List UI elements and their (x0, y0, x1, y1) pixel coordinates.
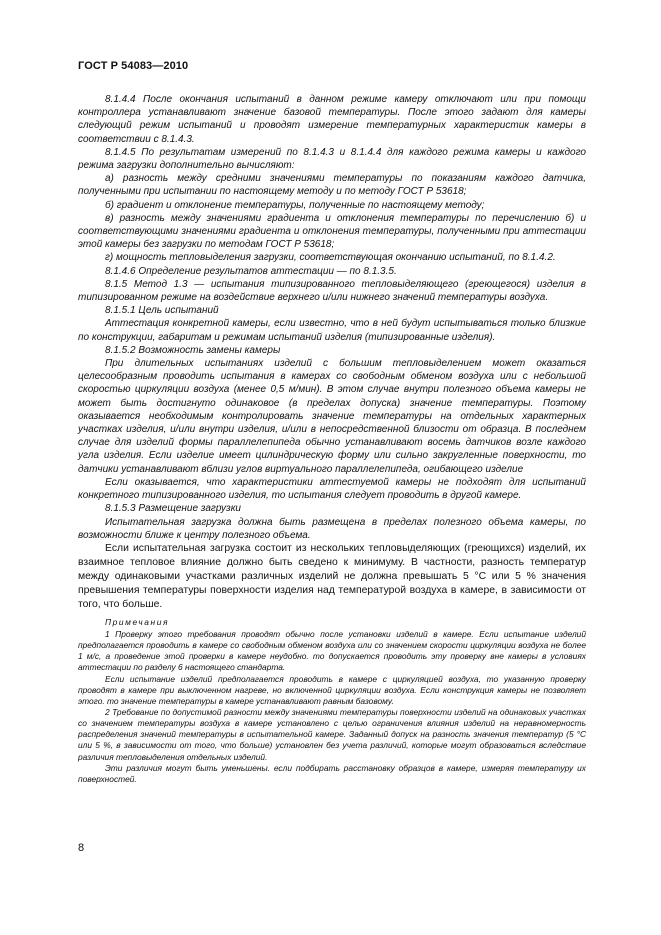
note-paragraph: 2 Требование по допустимой разности между значениями температуры поверхности изделий на одинаковых участках со значением температуры воздуха в камере установлено с целью ограничения влияния изделий на неравномерность распределения значений температуры в испытательной камере. Заданный допуск на разность значения температур (5 °С или 5 %, в зависимости от того, что больше) установлен без учета различий, которые могут образоваться вследствие различия тепловыделения отдельных изделий. (78, 707, 586, 762)
document-code-header: ГОСТ Р 54083—2010 (78, 60, 189, 72)
document-body (78, 93, 586, 785)
body-paragraph: Если оказывается, что характеристики аттестуемой камеры не подходят для испытаний конкретного типизированного изделия, то испытания следует проводить в другой камере. (78, 476, 586, 502)
body-paragraph: Аттестация конкретной камеры, если известно, что в ней будут испытываться только близкие по конструкции, габаритам и режимам испытаний изделия (типизированные изделия). (78, 318, 586, 343)
note-paragraph: Эти различия могут быть уменьшены. если подбирать расстановку образцов в камере, измеряя температуру их поверхностей. (78, 762, 586, 784)
body-paragraph: 8.1.4.6 Определение результатов аттестации — по 8.1.3.5. (105, 265, 397, 277)
body-paragraph: Если испытательная загрузка состоит из нескольких тепловыделяющих (греющихся) изделий, их взаимное тепловое влияние должно быть сведено к минимуму. В частности, разность температур между одинаковыми участками различных изделий не должна превышать 5 °С или 5 % значения превышения температуры поверхности изделия над температурой воздуха в камере, в зависимости от того, что больше. (78, 542, 586, 610)
notes-title: Примечания (105, 616, 170, 627)
body-paragraph: Испытательная загрузка должна быть размещена в пределах полезного объема камеры, по возможности ближе к центру полезного объема. (78, 516, 586, 541)
paragraph-list (78, 93, 586, 612)
body-paragraph: 8.1.4.4 После окончания испытаний в данном режиме камеру отключают или при помощи контроллера устанавливают значение базовой температуры. После этого задают для камеры следующий режим испытаний и проводят измерение температурных характеристик камеры в соответствии с 8.1.4.3. (78, 94, 586, 145)
note-paragraph: 1 Проверку этого требования проводят обычно после установки изделий в камере. Если испытание изделий предполагается проводить в камере со свободным обменом воздуха или со значением скорости циркуляции воздуха не более 1 м/с, а проведение этой проверки в камере неудобно. то допускается проводить эту проверку вне камеры в условиях аттестации по разделу 6 настоящего стандарта. (78, 628, 586, 673)
page-number: 8 (78, 842, 85, 854)
body-paragraph: б) градиент и отклонение температуры, полученные по настоящему методу; (105, 199, 485, 211)
body-paragraph: в) разность между значениями градиента и отклонения температуры по перечислению б) и соответствующими значениями градиента и отклонения температуры, полученными при аттестации этой камеры без загрузки по методам ГОСТ Р 53618; (78, 212, 586, 251)
notes-section (78, 617, 586, 785)
note-paragraph: Если испытание изделий предполагается проводить в камере с циркуляцией воздуха, то указанную проверку проводят в камере при выключенном нагреве, но включенной циркуляции воздуха. Если конструкция камеры не позволяет этого. то значение температуры в камере устанавливают равным базовому. (78, 673, 586, 706)
body-paragraph: г) мощность тепловыделения загрузки, соответствующая окончанию испытаний, по 8.1.4.2. (105, 252, 556, 264)
body-paragraph: 8.1.5.1 Цель испытаний (105, 305, 219, 317)
notes-list (78, 629, 586, 785)
body-paragraph: 8.1.4.5 По результатам измерений по 8.1.4.3 и 8.1.4.4 для каждого режима камеры и каждого режима загрузки дополнительно вычисляют: (78, 146, 586, 172)
body-paragraph: а) разность между средними значениями температуры по показаниям каждого датчика, полученными при испытании по настоящему методу и по методу ГОСТ Р 53618; (78, 173, 586, 198)
body-paragraph: При длительных испытаниях изделий с большим тепловыделением может оказаться целесообразным проводить испытания в камерах со свободным обменом воздуха или с небольшой скоростью циркуляции воздуха (менее 0,5 м/мин). В этом случае внутри полезного объема камеры не может быть достигнуто одинаковое (в пределах допуска) значение температуры. Поэтому оказывается необходимым контролировать значение температуры на отдельных характерных участках изделия, и/или внутри изделия, и/или в непосредственной близости от образца. В последнем случае для изделий формы параллелепипеда обычно устанавливают восемь датчиков возле каждого угла изделия. Если изделие имеет цилиндрическую форму или сильно закругленные поверхности, то датчики устанавливают вблизи углов виртуального параллелепипеда, огибающего изделие (78, 358, 586, 475)
body-paragraph: 8.1.5.2 Возможность замены камеры (105, 344, 281, 356)
body-paragraph: 8.1.5 Метод 1.3 — испытания типизированного тепловыделяющего (греющегося) изделия в типизированном режиме на воздействие верхнего и/или нижнего значений температуры воздуха. (78, 278, 586, 304)
body-paragraph: 8.1.5.3 Размещение загрузки (105, 503, 241, 515)
